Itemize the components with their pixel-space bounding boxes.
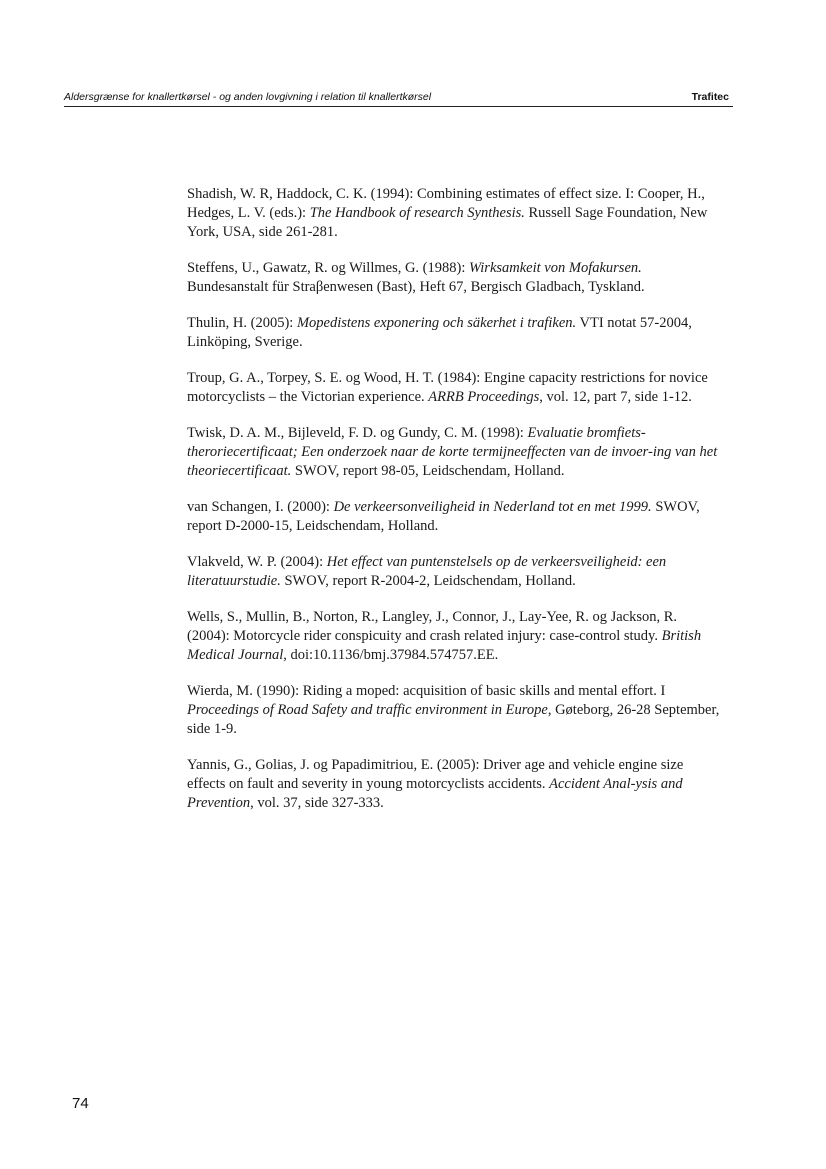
reference-details: , doi:10.1136/bmj.37984.574757.EE.: [283, 647, 499, 663]
reference-entry: [187, 424, 722, 481]
reference-title: Wirksamkeit von Mofakursen.: [469, 260, 642, 276]
reference-details: , vol. 12, part 7, side 1-12.: [539, 389, 692, 405]
reference-entry: [187, 498, 722, 536]
reference-title: Accident Anal-ysis and Prevention: [187, 776, 683, 811]
reference-details: Russell Sage Foundation, New York, USA, side 261-281.: [187, 205, 708, 240]
running-header: [64, 90, 733, 107]
reference-authors: Wierda, M. (1990): Riding a moped: acquisition of basic skills and mental effort. I: [187, 683, 666, 699]
page-number: 74: [72, 1095, 89, 1112]
reference-details: , Gøteborg, 26-28 September, side 1-9.: [187, 702, 720, 737]
header-title: Aldersgrænse for knallertkørsel - og anden lovgivning i relation til knallertkørsel: [64, 91, 432, 103]
reference-entry: [187, 682, 722, 739]
reference-authors: Shadish, W. R, Haddock, C. K. (1994): Combining estimates of effect size. I: Cooper, H., Hedges, L. V. (eds.):: [187, 186, 705, 221]
reference-title: ARRB Proceedings: [428, 389, 540, 405]
reference-details: SWOV, report 98-05, Leidschendam, Holland.: [291, 463, 565, 479]
reference-title: Proceedings of Road Safety and traffic environment in Europe: [187, 702, 548, 718]
reference-details: SWOV, report R-2004-2, Leidschendam, Holland.: [280, 573, 576, 589]
reference-entry: [187, 314, 722, 352]
reference-details: , vol. 37, side 327-333.: [250, 795, 384, 811]
reference-entry: [187, 756, 722, 813]
reference-title: The Handbook of research Synthesis.: [309, 205, 525, 221]
reference-authors: Wells, S., Mullin, B., Norton, R., Langley, J., Connor, J., Lay-Yee, R. og Jackson, R. (2004): Motorcycle rider conspicuity and crash related injury: case-control study.: [187, 609, 678, 644]
reference-entry: [187, 608, 722, 665]
header-publisher: Trafitec: [691, 91, 729, 103]
reference-authors: Yannis, G., Golias, J. og Papadimitriou, E. (2005): Driver age and vehicle engine size effects on fault and severity in young motorcyclists accidents.: [187, 757, 684, 792]
reference-details: VTI notat 57-2004, Linköping, Sverige.: [187, 315, 692, 350]
reference-title: Evaluatie bromfiets-theroriecertificaat; Een onderzoek naar de korte termijneeffecten van de invoer-ing van het theoriecertificaat.: [187, 425, 718, 479]
reference-details: SWOV, report D-2000-15, Leidschendam, Holland.: [187, 499, 700, 534]
reference-title: Het effect van puntenstelsels op de verkeersveiligheid: een literatuurstudie.: [187, 554, 667, 589]
reference-entry: [187, 185, 722, 242]
reference-title: British Medical Journal: [187, 628, 702, 663]
reference-authors: Vlakveld, W. P. (2004):: [187, 554, 327, 570]
reference-entry: [187, 553, 722, 591]
reference-authors: Steffens, U., Gawatz, R. og Willmes, G. (1988):: [187, 260, 469, 276]
reference-authors: van Schangen, I. (2000):: [187, 499, 334, 515]
reference-authors: Thulin, H. (2005):: [187, 315, 297, 331]
reference-title: Mopedistens exponering och säkerhet i trafiken.: [296, 315, 577, 331]
reference-details: Bundesanstalt für Straβenwesen (Bast), Heft 67, Bergisch Gladbach, Tyskland.: [187, 279, 645, 295]
reference-entry: [187, 369, 722, 407]
reference-list: [187, 185, 722, 830]
reference-entry: [187, 259, 722, 297]
reference-title: De verkeersonveiligheid in Nederland tot en met 1999.: [333, 499, 652, 515]
reference-authors: Troup, G. A., Torpey, S. E. og Wood, H. T. (1984): Engine capacity restrictions for novice motorcyclists – the Victorian experience.: [187, 370, 708, 405]
reference-authors: Twisk, D. A. M., Bijleveld, F. D. og Gundy, C. M. (1998):: [187, 425, 528, 441]
